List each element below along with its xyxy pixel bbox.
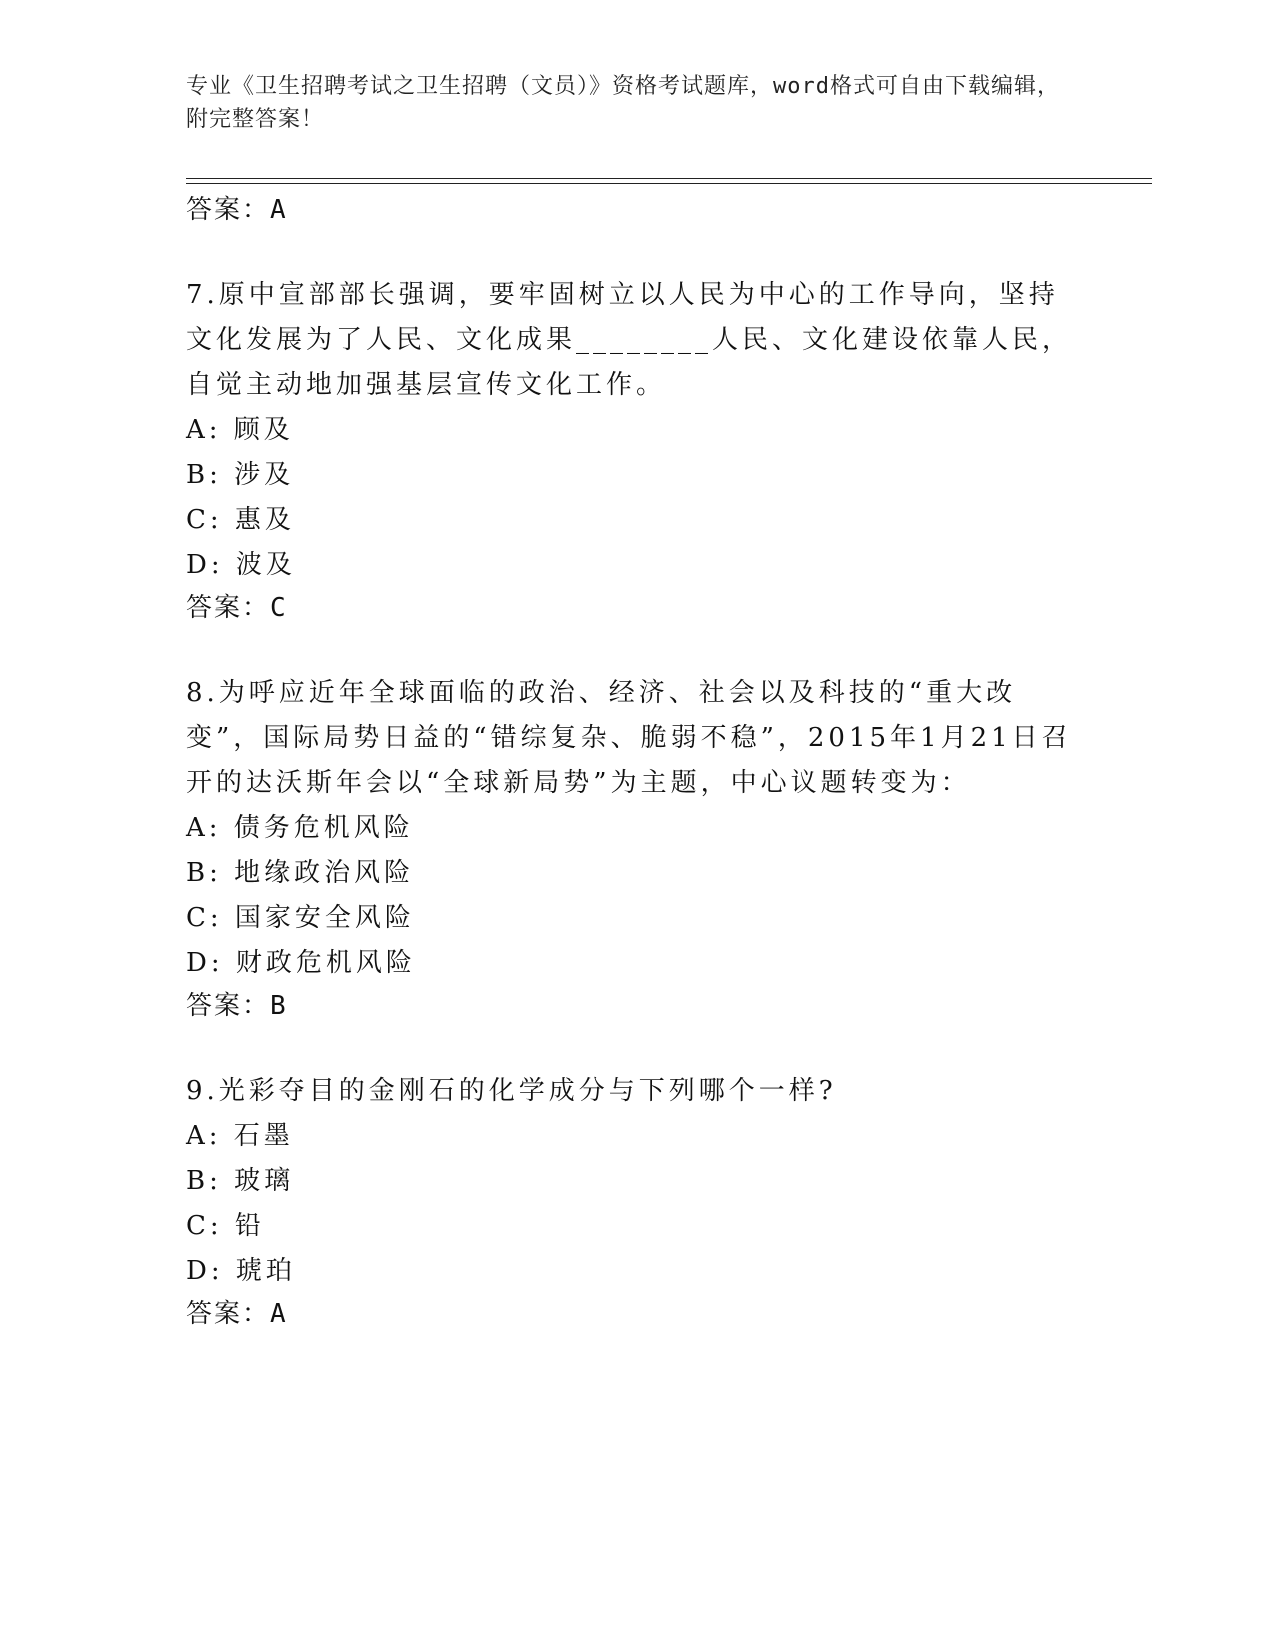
option-c: C: 惠及	[186, 505, 295, 535]
option-c: C: 铅	[186, 1211, 265, 1241]
question-block-9	[186, 1069, 1086, 1332]
question-stem: 8.为呼应近年全球面临的政治、经济、社会以及科技的“重大改变”，国际局势日益的“错综复杂、脆弱不稳”，2015年1月21日召开的达沃斯年会以“全球新局势”为主题，中心议题转变为：	[186, 678, 1072, 798]
question-block-7	[186, 273, 1086, 626]
option-a: A: 石墨	[186, 1121, 294, 1151]
option-a: A: 债务危机风险	[186, 813, 414, 843]
question-list	[186, 192, 1086, 1332]
option-d: D: 财政危机风险	[186, 948, 416, 978]
answer-label: 答案：A	[186, 1299, 288, 1329]
question-stem: 9.光彩夺目的金刚石的化学成分与下列哪个一样?	[186, 1076, 837, 1106]
option-b: B: 玻璃	[186, 1166, 295, 1196]
option-d: D: 波及	[186, 550, 296, 580]
option-b: B: 地缘政治风险	[186, 858, 415, 888]
option-a: A: 顾及	[186, 415, 294, 445]
option-b: B: 涉及	[186, 460, 295, 490]
answer-label: 答案：A	[186, 195, 288, 225]
option-d: D: 琥珀	[186, 1256, 296, 1286]
header-rule-bottom	[186, 183, 1152, 184]
question-block-8	[186, 671, 1086, 1024]
document-header: 专业《卫生招聘考试之卫生招聘（文员）》资格考试题库，word格式可自由下载编辑，附完整答案！	[186, 74, 1060, 132]
answer-label: 答案：C	[186, 593, 288, 623]
question-stem: 7.原中宣部部长强调，要牢固树立以人民为中心的工作导向，坚持文化发展为了人民、文化成果________人民、文化建设依靠人民，自觉主动地加强基层宣传文化工作。	[186, 280, 1073, 400]
answer-label: 答案：B	[186, 991, 288, 1021]
option-c: C: 国家安全风险	[186, 903, 415, 933]
header-rule-top	[186, 178, 1152, 179]
